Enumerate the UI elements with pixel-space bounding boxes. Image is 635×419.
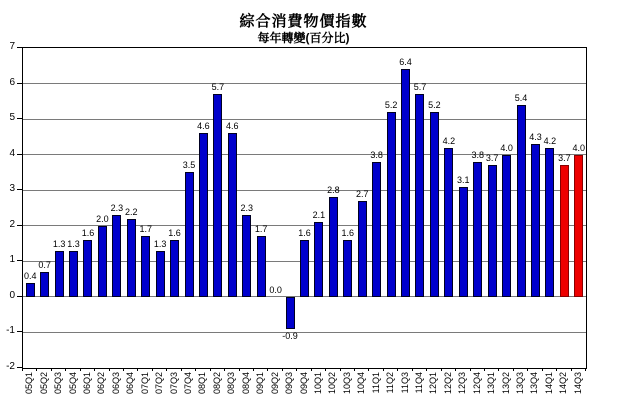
chart-subtitle: 每年轉變(百分比) <box>257 31 350 45</box>
x-tick-label: 10Q3 <box>341 372 352 395</box>
x-axis-tick <box>513 368 514 371</box>
bar <box>502 155 511 297</box>
x-axis-tick <box>137 368 138 371</box>
bar-value-label: 2.3 <box>240 203 253 214</box>
x-tick-label: 11Q1 <box>370 372 381 394</box>
bar <box>83 240 92 297</box>
x-axis-tick <box>22 368 23 371</box>
x-tick-label: 12Q1 <box>428 372 439 395</box>
x-tick-label: 08Q2 <box>211 372 222 395</box>
bar <box>387 112 396 297</box>
y-axis-tick <box>17 154 22 155</box>
bar <box>170 240 179 297</box>
bar <box>488 165 497 297</box>
bar-value-label: 1.7 <box>139 224 152 235</box>
bar-value-label: 5.4 <box>514 92 528 103</box>
bar-value-label: 1.6 <box>298 228 311 238</box>
bar-value-label: 6.4 <box>399 57 412 68</box>
bar <box>156 251 165 297</box>
y-tick-label: -2 <box>6 361 15 372</box>
x-tick-label: 14Q3 <box>572 372 583 395</box>
bar-value-label: 5.2 <box>384 100 398 110</box>
x-tick-label: 11Q3 <box>399 372 410 394</box>
x-tick-label: 07Q3 <box>168 372 179 395</box>
y-axis-tick <box>17 189 22 190</box>
x-axis-tick <box>383 368 384 371</box>
gridline <box>23 83 586 84</box>
y-axis-tick <box>17 118 22 119</box>
bar-value-label: 5.7 <box>413 82 427 93</box>
x-axis-tick <box>80 368 81 371</box>
y-axis-tick <box>17 47 22 48</box>
y-tick-label: 5 <box>9 112 15 124</box>
bar-value-label: 3.1 <box>457 174 470 185</box>
bar <box>329 197 338 297</box>
x-axis-tick <box>65 368 66 371</box>
bar-value-label: 2.7 <box>355 188 369 199</box>
x-tick-label: 13Q4 <box>529 372 540 395</box>
x-tick-label: 11Q2 <box>385 372 396 394</box>
y-tick-label: 3 <box>9 183 15 195</box>
x-tick-label: 09Q2 <box>269 372 280 395</box>
bar <box>444 148 453 297</box>
x-tick-label: 09Q3 <box>284 372 295 395</box>
bar <box>26 283 35 297</box>
x-axis-tick <box>36 368 37 371</box>
bar-value-label: 1.3 <box>52 238 66 249</box>
bar-value-label: 4.0 <box>572 142 586 153</box>
bar <box>185 172 194 296</box>
bar-value-label: 4.3 <box>529 132 542 142</box>
bar-value-label: 5.2 <box>428 100 441 110</box>
bar <box>473 162 482 297</box>
bar <box>545 148 554 297</box>
x-axis-tick <box>397 368 398 371</box>
bar <box>560 165 569 297</box>
bar-value-label: 2.3 <box>110 203 124 214</box>
bar-value-label: 1.6 <box>168 228 181 238</box>
x-axis-tick <box>498 368 499 371</box>
y-axis-tick <box>17 225 22 226</box>
x-axis-tick <box>368 368 369 371</box>
x-axis-tick <box>340 368 341 371</box>
bar-value-label: 1.7 <box>254 224 268 235</box>
x-tick-label: 06Q2 <box>96 372 107 395</box>
bar <box>358 201 367 297</box>
y-axis-tick <box>17 260 22 261</box>
x-tick-label: 06Q4 <box>125 372 136 395</box>
x-tick-label: 13Q3 <box>515 372 526 395</box>
x-tick-label: 07Q4 <box>183 372 193 395</box>
y-tick-label: -1 <box>6 325 15 337</box>
y-axis-tick <box>17 83 22 84</box>
x-tick-label: 12Q3 <box>457 372 468 395</box>
bar <box>40 272 49 297</box>
x-tick-label: 08Q3 <box>226 372 237 395</box>
bar-value-label: 1.3 <box>153 238 167 249</box>
bar <box>286 297 295 329</box>
bar-value-label: 0.7 <box>38 260 51 270</box>
x-tick-label: 13Q1 <box>486 372 497 395</box>
bar-value-label: 4.6 <box>197 121 210 132</box>
bar-value-label: 2.2 <box>125 206 138 217</box>
x-tick-label: 08Q1 <box>197 372 208 395</box>
x-axis-tick <box>94 368 95 371</box>
bar-value-label: 4.0 <box>500 142 513 153</box>
x-tick-label: 13Q2 <box>500 372 511 395</box>
bar <box>459 187 468 297</box>
x-tick-label: 09Q1 <box>255 372 266 395</box>
x-tick-label: 05Q1 <box>24 372 35 395</box>
bar-value-label: 1.3 <box>67 238 80 249</box>
bar <box>574 155 583 297</box>
x-axis-tick <box>282 368 283 371</box>
x-axis-tick <box>239 368 240 371</box>
bar-value-label: 3.7 <box>558 153 571 164</box>
x-tick-label: 14Q2 <box>558 372 569 395</box>
bar-value-label: 1.6 <box>81 228 95 238</box>
y-tick-label: 2 <box>9 218 15 230</box>
x-tick-label: 07Q2 <box>154 372 165 395</box>
x-axis-tick <box>195 368 196 371</box>
plot-area <box>22 47 587 369</box>
x-axis-tick <box>166 368 167 371</box>
x-axis-tick <box>527 368 528 371</box>
x-tick-label: 09Q4 <box>298 372 309 395</box>
x-axis-tick <box>224 368 225 371</box>
y-tick-label: 4 <box>9 147 15 159</box>
y-tick-label: 7 <box>9 41 15 52</box>
x-axis-tick <box>51 368 52 371</box>
x-tick-label: 06Q1 <box>81 372 92 395</box>
x-axis-tick <box>325 368 326 371</box>
bar-value-label: 3.8 <box>471 149 484 160</box>
y-tick-label: 6 <box>9 76 15 88</box>
bar-value-label: 3.8 <box>370 149 383 160</box>
x-axis-tick <box>123 368 124 371</box>
x-tick-label: 05Q2 <box>38 372 49 395</box>
y-axis-tick <box>17 331 22 332</box>
x-axis-tick <box>571 368 572 371</box>
x-axis-tick <box>152 368 153 371</box>
bar-value-label: 4.6 <box>226 121 239 132</box>
bar-value-label: 0.4 <box>23 270 37 281</box>
gridline <box>23 119 586 120</box>
bar <box>69 251 78 297</box>
x-axis-tick <box>585 368 586 371</box>
x-tick-label: 08Q4 <box>240 372 251 395</box>
chart-title: 綜合消費物價指數 <box>239 13 368 30</box>
x-tick-label: 05Q3 <box>53 372 64 395</box>
bar-value-label: 4.2 <box>442 135 456 146</box>
x-tick-label: 07Q1 <box>139 372 150 395</box>
x-tick-label: 06Q3 <box>110 372 121 395</box>
x-axis-tick <box>441 368 442 371</box>
bar <box>112 215 121 297</box>
bar-value-label: 5.7 <box>211 82 225 93</box>
bar-value-label: 2.1 <box>312 210 326 221</box>
bar <box>343 240 352 297</box>
x-axis-tick <box>267 368 268 371</box>
bar <box>401 69 410 297</box>
x-tick-label: 12Q4 <box>471 372 482 395</box>
x-axis-tick <box>542 368 543 371</box>
x-axis-tick <box>484 368 485 371</box>
bar-value-label: 4.2 <box>543 135 557 146</box>
x-axis-tick <box>181 368 182 371</box>
x-axis-tick <box>470 368 471 371</box>
bar <box>55 251 64 297</box>
bar-value-label: 1.6 <box>341 228 355 238</box>
x-tick-label: 10Q1 <box>312 372 323 395</box>
x-axis-tick <box>412 368 413 371</box>
bar <box>372 162 381 297</box>
x-tick-label: 10Q4 <box>356 372 367 395</box>
x-axis-tick <box>556 368 557 371</box>
bar <box>300 240 309 297</box>
x-axis-tick <box>253 368 254 371</box>
bar-value-label: -0.9 <box>282 330 298 341</box>
bar <box>415 94 424 297</box>
x-tick-label: 05Q4 <box>67 372 78 395</box>
bar-value-label: 3.7 <box>485 153 499 164</box>
x-tick-label: 14Q1 <box>543 372 554 395</box>
x-axis-tick <box>426 368 427 371</box>
bar <box>98 226 107 297</box>
x-axis-tick <box>354 368 355 371</box>
x-axis-tick <box>210 368 211 371</box>
bar-value-label: 2.0 <box>96 213 109 224</box>
x-axis-tick <box>109 368 110 371</box>
bar-value-label: 3.5 <box>182 160 196 171</box>
x-axis-tick <box>311 368 312 371</box>
y-tick-label: 1 <box>9 254 15 266</box>
bar-value-label: 0.0 <box>269 284 282 295</box>
y-tick-label: 0 <box>9 289 15 301</box>
y-axis-tick <box>17 296 22 297</box>
x-axis-tick <box>455 368 456 371</box>
bar <box>314 222 323 297</box>
bar <box>531 144 540 297</box>
bar <box>228 133 237 297</box>
x-tick-label: 12Q2 <box>442 372 453 395</box>
bar-value-label: 2.8 <box>327 185 340 196</box>
x-tick-label: 11Q4 <box>413 372 424 394</box>
x-tick-label: 10Q2 <box>327 372 338 395</box>
bar <box>199 133 208 297</box>
x-axis-tick <box>296 368 297 371</box>
